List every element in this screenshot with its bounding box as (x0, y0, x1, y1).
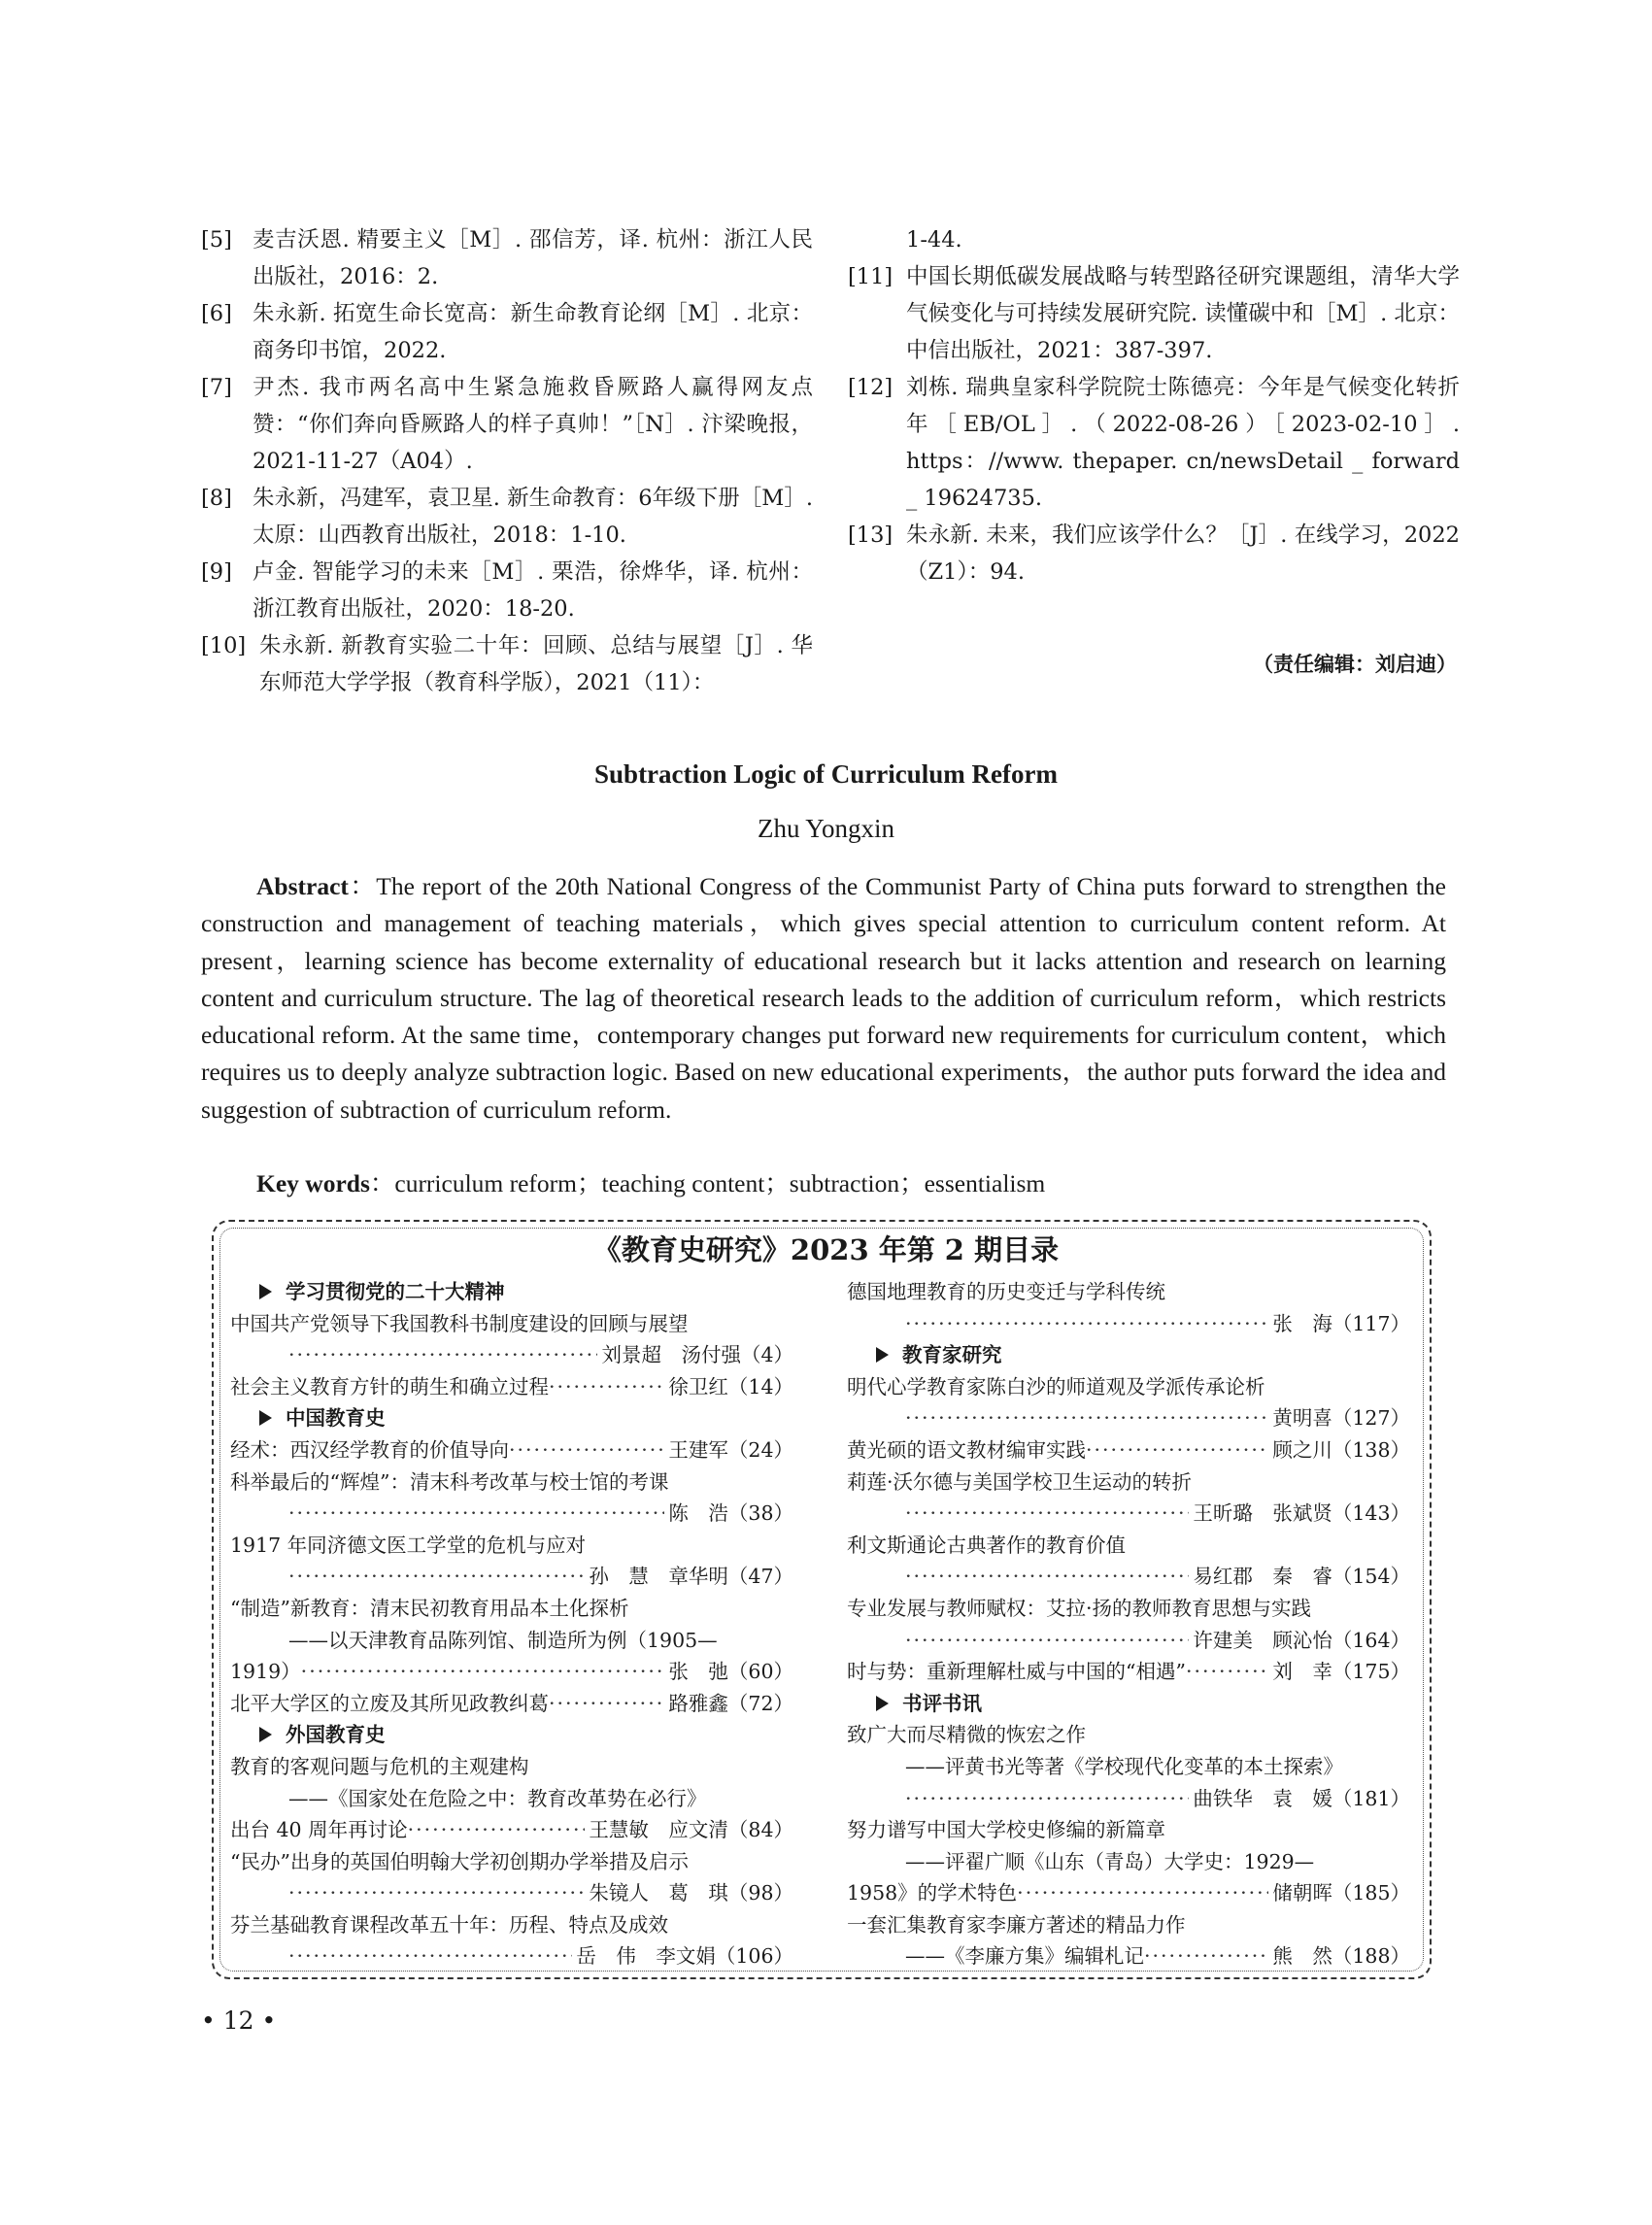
toc-entry-title: “制造”新教育：清末民初教育用品本土化探析 (230, 1596, 629, 1620)
toc-entry-author-line (230, 1940, 793, 1972)
toc-entry-title: ——评翟广顺《山东（青岛）大学史：1929— (905, 1849, 1315, 1873)
toc-entry-title: ——以天津教育品陈列馆、制造所为例（1905— (288, 1628, 718, 1652)
toc-section-label: 教育家研究 (902, 1343, 1002, 1367)
reference-number: [9] (201, 559, 232, 585)
toc-entry-author-page: 易红郡 秦 睿（154） (1193, 1565, 1410, 1589)
toc-entry-author-line (230, 1561, 793, 1593)
dot-leader (1086, 1434, 1268, 1466)
reference-number: [8] (201, 486, 232, 511)
reference-text: 刘栋. 瑞典皇家科学院院士陈德亮：今年是气候变化转折年［EB/OL］.（2022-08-26）［2023-02-10］. https：//www. thepaper. cn/newsDetail _ forward _ 19624735. (906, 375, 1460, 511)
dot-leader (301, 1656, 665, 1688)
toc-entry-author-page: 徐卫红（14） (668, 1374, 793, 1399)
toc-section-heading (847, 1688, 1410, 1720)
toc-entry-author-line (847, 1940, 1410, 1972)
toc-entry-author-line (230, 1339, 793, 1371)
dot-leader (549, 1688, 664, 1720)
toc-entry-lead: 出台 40 周年再讨论 (230, 1818, 408, 1842)
toc-entry-lead: 时与势：重新理解杜威与中国的“相遇” (847, 1660, 1186, 1684)
triangle-bullet-icon (259, 1727, 272, 1742)
toc-entry-author-line (847, 1625, 1410, 1657)
toc-right-column (847, 1276, 1410, 1972)
toc-entry-author-line (847, 1308, 1410, 1340)
dot-leader (1186, 1656, 1268, 1688)
toc-entry-author-page: 许建美 顾沁怡（164） (1193, 1628, 1410, 1652)
dot-leader (905, 1402, 1268, 1434)
toc-entry-author-page: 岳 伟 李文娟（106） (576, 1944, 793, 1969)
reference-entry (848, 369, 1460, 517)
reference-entry (848, 258, 1460, 369)
toc-entry-title: 芬兰基础教育课程改革五十年：历程、特点及成效 (230, 1912, 668, 1937)
references-left-column (201, 221, 813, 701)
abstract-label: Abstract (256, 872, 349, 900)
dot-leader (905, 1625, 1189, 1657)
reference-entry (848, 517, 1460, 590)
toc-entry-author-page: 王建军（24） (668, 1437, 793, 1462)
responsible-editor-note: （责任编辑：刘启迪） (1253, 653, 1457, 676)
toc-entry-author-page: 黄明喜（127） (1272, 1406, 1410, 1431)
toc-entry-author-page: 顾之川（138） (1272, 1437, 1410, 1462)
reference-entry (201, 369, 813, 480)
reference-number: [7] (201, 375, 232, 400)
dot-leader (288, 1339, 597, 1371)
toc-entry-title: 科举最后的“辉煌”：清末科考改革与校士馆的考课 (230, 1469, 669, 1494)
toc-entry-author-line (230, 1434, 793, 1466)
reference-number: [10] (201, 633, 247, 658)
toc-entry-author-page: 刘景超 汤付强（4） (601, 1343, 793, 1367)
toc-section-label: 书评书讯 (902, 1691, 982, 1715)
triangle-bullet-icon (259, 1410, 272, 1426)
triangle-bullet-icon (876, 1347, 889, 1363)
reference-text: 卢金. 智能学习的未来［M］. 栗浩，徐烨华，译. 杭州：浙江教育出版社，2020：18-20. (253, 559, 813, 622)
reference-entry (201, 627, 813, 701)
toc-entry-author-page: 熊 然（188） (1272, 1944, 1410, 1969)
toc-entry-author-page: 张 弛（60） (668, 1660, 793, 1684)
reference-continuation: 1-44. (906, 227, 962, 253)
toc-entry-author-line (230, 1371, 793, 1403)
toc-entry-title: 莉莲·沃尔德与美国学校卫生运动的转折 (847, 1469, 1193, 1494)
reference-text: 朱永新. 未来，我们应该学什么？［J］. 在线学习，2022（Z1）：94. (906, 523, 1460, 585)
toc-entry-author-page: 陈 浩（38） (668, 1501, 793, 1526)
dot-leader (1144, 1940, 1268, 1972)
toc-entry-title: 1917 年同济德文医工学堂的危机与应对 (230, 1533, 587, 1557)
dot-leader (905, 1783, 1189, 1815)
english-author: Zhu Yongxin (757, 814, 895, 843)
toc-section-heading (230, 1402, 793, 1434)
reference-text: 中国长期低碳发展战略与转型路径研究课题组，清华大学气候变化与可持续发展研究院. 读懂碳中和［M］. 北京：中信出版社，2021：387-397. (906, 264, 1460, 363)
toc-section-heading (847, 1339, 1410, 1371)
toc-entry-title: 中国共产党领导下我国教科书制度建设的回顾与展望 (230, 1311, 689, 1335)
english-keywords (256, 1165, 1446, 1202)
toc-entry-author-line (847, 1402, 1410, 1434)
references-right-column (848, 221, 1460, 590)
toc-title: 《教育史研究》2023 年第 2 期目录 (592, 1233, 1060, 1266)
toc-entry-lead: 1919） (230, 1660, 301, 1684)
reference-number: [6] (201, 301, 232, 326)
toc-entry-lead: ——《李廉方集》编辑札记 (905, 1944, 1144, 1969)
toc-entry-title: 努力谱写中国大学校史修编的新篇章 (847, 1818, 1165, 1842)
abstract-text: ：The report of the 20th National Congress of the Communist Party of China puts forward to strengthen the construction and management of teaching materials，which gives special attention to curriculum content reform. At present，learning science has become externality of educational research but it lacks attention and research on learning content and curriculum structure. The lag of theoretical research leads to the addition of curriculum reform，which restricts educational reform. At the same time，contemporary changes put forward new requirements for curriculum content，which requires us to deeply analyze subtraction logic. Based on new educational experiments，the author puts forward the idea and suggestion of subtraction of curriculum reform. (201, 872, 1446, 1124)
toc-entry-lead: 1958》的学术特色 (847, 1881, 1018, 1905)
keywords-label: Key words (256, 1169, 370, 1197)
reference-entry (201, 480, 813, 554)
toc-entry-author-page: 王慧敏 应文清（84） (589, 1818, 793, 1842)
dot-leader (288, 1561, 585, 1593)
toc-entry-author-page: 刘 幸（175） (1272, 1660, 1410, 1684)
toc-section-heading (230, 1719, 793, 1751)
toc-section-heading (230, 1276, 793, 1308)
dot-leader (288, 1877, 585, 1909)
toc-left-column (230, 1276, 793, 1972)
reference-text: 朱永新，冯建军，袁卫星. 新生命教育：6年级下册［M］. 太原：山西教育出版社，2018：1-10. (253, 486, 813, 548)
reference-text: 朱永新. 拓宽生命长宽高：新生命教育论纲［M］. 北京：商务印书馆，2022. (253, 301, 813, 363)
toc-entry-author-line (847, 1498, 1410, 1530)
toc-entry-author-page: 王昕璐 张斌贤（143） (1193, 1501, 1410, 1526)
keywords-text: ：curriculum reform；teaching content；subtraction；essentialism (369, 1169, 1046, 1197)
reference-text: 尹杰. 我市两名高中生紧急施救昏厥路人赢得网友点赞：“你们奔向昏厥路人的样子真帅！”［N］. 汴梁晚报，2021-11-27（A04）. (253, 375, 813, 474)
dot-leader (288, 1498, 664, 1530)
reference-number: [5] (201, 227, 232, 253)
toc-entry-title: ——《国家处在危险之中：教育改革势在必行》 (288, 1786, 707, 1810)
dot-leader (905, 1308, 1268, 1340)
reference-text: 麦吉沃恩. 精要主义［M］. 邵信芳，译. 杭州：浙江人民出版社，2016：2. (253, 227, 813, 289)
toc-entry-title: 明代心学教育家陈白沙的师道观及学派传承论析 (847, 1374, 1265, 1399)
toc-entry-author-line (847, 1434, 1410, 1466)
toc-section-label: 中国教育史 (286, 1406, 386, 1431)
reference-entry (201, 554, 813, 627)
toc-entry-author-line (230, 1498, 793, 1530)
toc-section-label: 外国教育史 (286, 1723, 386, 1747)
toc-entry-lead: 社会主义教育方针的萌生和确立过程 (230, 1374, 549, 1399)
toc-entry-author-line (230, 1877, 793, 1909)
toc-entry-author-line (847, 1783, 1410, 1815)
reference-number: [11] (848, 264, 893, 289)
toc-entry-title: 德国地理教育的历史变迁与学科传统 (847, 1280, 1165, 1303)
dot-leader (549, 1371, 664, 1403)
toc-entry-author-page: 孙 慧 章华明（47） (589, 1565, 793, 1589)
page-number: • 12 • (201, 2006, 277, 2035)
toc-entry-author-page: 曲铁华 袁 媛（181） (1193, 1786, 1410, 1810)
toc-entry-lead: 北平大学区的立废及其所见政教纠葛 (230, 1691, 549, 1715)
toc-entry-author-line (847, 1656, 1410, 1688)
dot-leader (408, 1814, 586, 1846)
reference-text: 朱永新. 新教育实验二十年：回顾、总结与展望［J］. 华东师范大学学报（教育科学版），2021（11）： (259, 633, 813, 695)
reference-entry (201, 295, 813, 369)
reference-number: [13] (848, 523, 893, 548)
triangle-bullet-icon (876, 1696, 889, 1711)
toc-entry-author-line (847, 1561, 1410, 1593)
dot-leader (905, 1561, 1189, 1593)
toc-entry-author-line (230, 1688, 793, 1720)
toc-entry-author-line (230, 1656, 793, 1688)
toc-entry-lead: 经术：西汉经学教育的价值导向 (230, 1437, 509, 1462)
toc-section-label: 学习贯彻党的二十大精神 (286, 1280, 505, 1303)
dot-leader (905, 1498, 1189, 1530)
toc-entry-author-page: 朱镜人 葛 琪（98） (589, 1881, 793, 1905)
english-abstract (201, 868, 1446, 1129)
toc-entry-title: 利文斯通论古典著作的教育价值 (847, 1533, 1126, 1557)
reference-number: [12] (848, 375, 893, 400)
toc-entry-title: 致广大而尽精微的恢宏之作 (847, 1723, 1086, 1747)
toc-entry-title: 专业发展与教师赋权：艾拉·扬的教师教育思想与实践 (847, 1596, 1312, 1620)
triangle-bullet-icon (259, 1284, 272, 1299)
dot-leader (288, 1940, 572, 1972)
toc-entry-author-line (847, 1877, 1410, 1909)
reference-entry (201, 221, 813, 295)
toc-entry-title: ——评黄书光等著《学校现代化变革的本土探索》 (905, 1754, 1343, 1778)
english-title: Subtraction Logic of Curriculum Reform (594, 759, 1058, 789)
toc-entry-title: 教育的客观问题与危机的主观建构 (230, 1754, 529, 1778)
toc-entry-author-page: 张 海（117） (1272, 1311, 1410, 1335)
toc-entry-author-page: 储朝晖（185） (1272, 1881, 1410, 1905)
toc-entry-author-page: 路雅鑫（72） (668, 1691, 793, 1715)
dot-leader (1017, 1877, 1268, 1909)
toc-entry-title: 一套汇集教育家李廉方著述的精品力作 (847, 1912, 1186, 1937)
dot-leader (509, 1434, 664, 1466)
toc-entry-lead: 黄光硕的语文教材编审实践 (847, 1437, 1086, 1462)
toc-entry-author-line (230, 1814, 793, 1846)
toc-entry-title: “民办”出身的英国伯明翰大学初创期办学举措及启示 (230, 1849, 689, 1873)
